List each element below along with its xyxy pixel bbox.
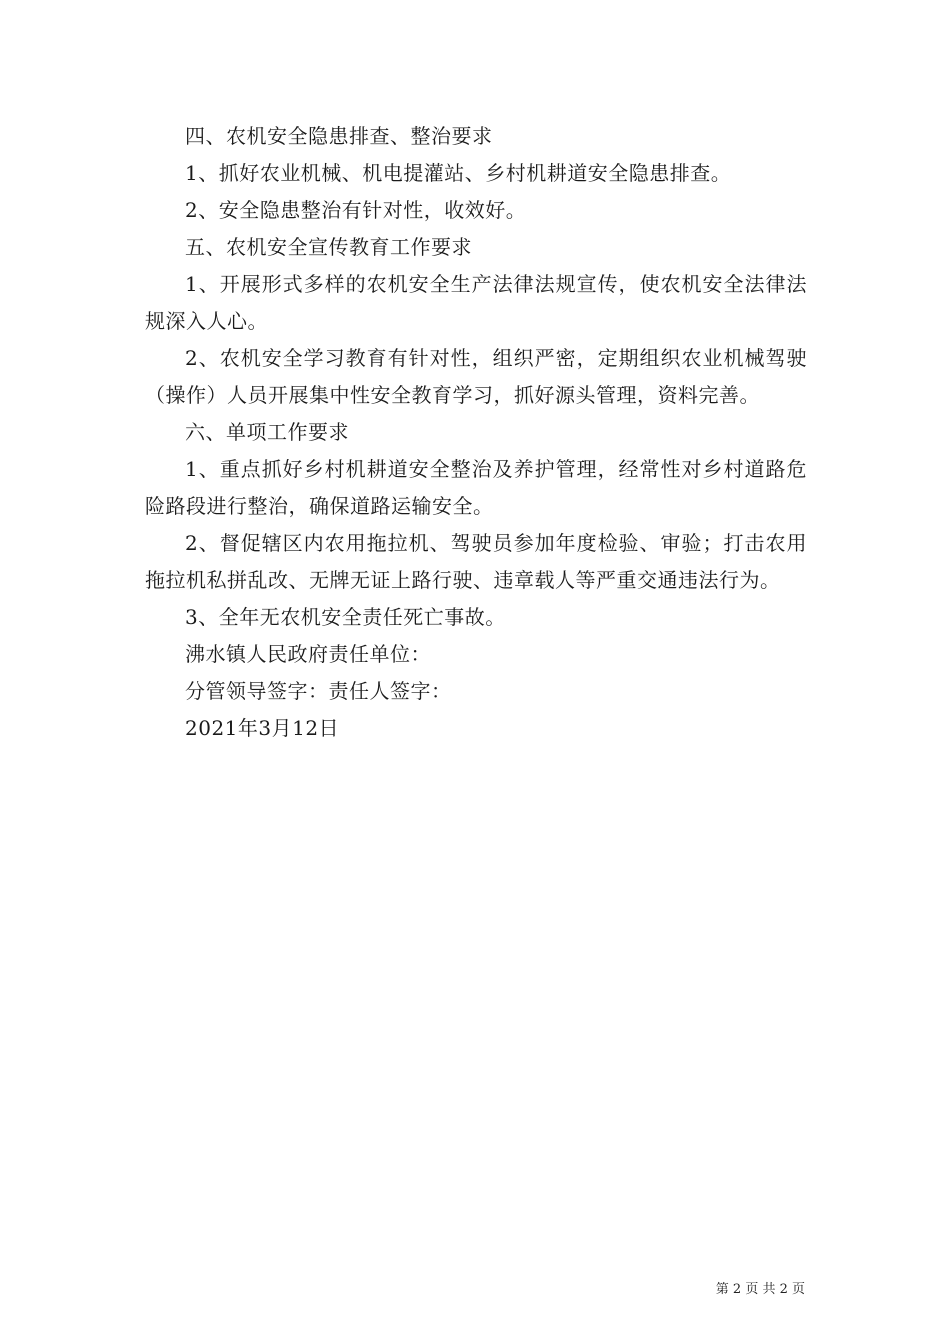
document-date: 2021年3月12日 <box>185 716 340 740</box>
paragraph-6-1: 1、重点抓好乡村机耕道安全整治及养护管理，经常性对乡村道路危险路段进行整治，确保道路运输安全。 <box>145 457 807 518</box>
page-number-footer: 第 2 页 共 2 页 <box>715 1282 805 1297</box>
signature-line: 分管领导签字：责任人签字： <box>185 679 452 703</box>
section-heading-6: 六、单项工作要求 <box>185 420 349 444</box>
paragraph-5-1: 1、开展形式多样的农机安全生产法律法规宣传，使农机安全法律法规深入人心。 <box>145 272 807 333</box>
document-body <box>145 118 807 747</box>
paragraph-6-2: 2、督促辖区内农用拖拉机、驾驶员参加年度检验、审验；打击农用拖拉机私拼乱改、无牌无证上路行驶、违章载人等严重交通违法行为。 <box>145 531 807 592</box>
paragraph-4-2: 2、安全隐患整治有针对性，收效好。 <box>185 198 527 222</box>
paragraph-6-3: 3、全年无农机安全责任死亡事故。 <box>185 605 506 629</box>
paragraph-5-2: 2、农机安全学习教育有针对性，组织严密，定期组织农业机械驾驶（操作）人员开展集中性安全教育学习，抓好源头管理，资料完善。 <box>145 346 807 407</box>
section-heading-4: 四、农机安全隐患排查、整治要求 <box>185 124 493 148</box>
responsible-unit-line: 沸水镇人民政府责任单位： <box>185 642 431 666</box>
paragraph-4-1: 1、抓好农业机械、机电提灌站、乡村机耕道安全隐患排查。 <box>185 161 732 185</box>
section-heading-5: 五、农机安全宣传教育工作要求 <box>185 235 472 259</box>
